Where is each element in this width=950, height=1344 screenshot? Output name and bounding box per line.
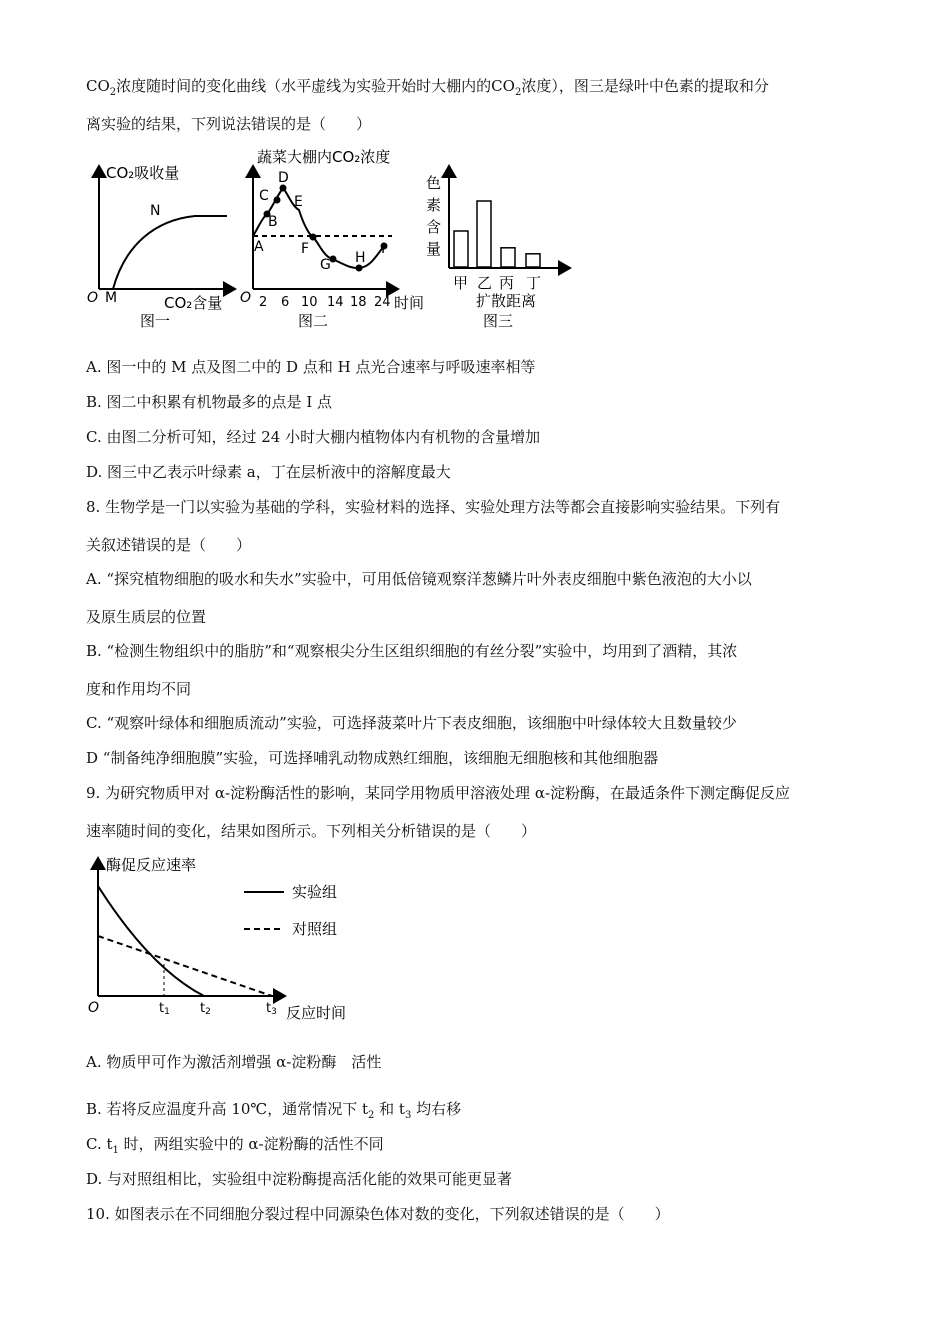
fig2-point-f-dot <box>310 234 317 241</box>
fig2-tick-10: 10 <box>301 295 318 310</box>
t3-label: t3 <box>266 1001 277 1017</box>
q9-b-sub1: 2 <box>368 1110 375 1121</box>
q9-c-sub: 1 <box>112 1145 119 1156</box>
q7-option-c: C. 由图二分析可知，经过 24 小时大棚内植物体内有机物的含量增加 <box>86 428 541 446</box>
fig1-point-n: N <box>150 203 161 219</box>
fig3-xlabel: 扩散距离 <box>476 292 537 310</box>
fig1-point-m: M <box>105 290 118 306</box>
q8-stem-1: 8. 生物学是一门以实验为基础的学科，实验材料的选择、实验处理方法等都会直接影响实验结果。下列有 <box>86 498 781 516</box>
q9-option-c <box>86 1134 384 1161</box>
q9-option-a: A. 物质甲可作为激活剂增强 α-淀粉酶 活性 <box>86 1053 382 1071</box>
fig2-tick-18: 18 <box>350 295 367 310</box>
fig2-point-c-dot <box>274 197 281 204</box>
fig3-bar-0 <box>454 231 468 267</box>
fig1-ylabel: CO₂吸收量 <box>106 164 180 182</box>
intro-post: 浓度），图三是绿叶中色素的提取和分 <box>521 77 769 95</box>
fig1-origin: O <box>87 290 99 306</box>
fig2-point-g: G <box>320 257 331 273</box>
fig3-bar-3 <box>526 254 540 267</box>
fig3-cat-2: 丙 <box>499 274 515 292</box>
fig2-tick-24: 24 <box>374 295 391 310</box>
fig2-point-h: H <box>355 250 366 266</box>
experimental-curve <box>98 886 204 996</box>
q8-option-d: D “制备纯净细胞膜”实验，可选择哺乳动物成熟红细胞，该细胞无细胞核和其他细胞器 <box>86 749 659 767</box>
q7-option-b: B. 图二中积累有机物最多的点是 I 点 <box>86 393 333 411</box>
intro-mid: 浓度随时间的变化曲线（水平虚线为实验开始时大棚内的CO <box>116 77 515 95</box>
figure-3 <box>426 166 570 330</box>
fig2-point-a: A <box>254 239 264 255</box>
q9-b-mid: 和 t <box>374 1100 405 1118</box>
q8-option-c: C. “观察叶绿体和细胞质流动”实验，可选择菠菜叶片下表皮细胞，该细胞中叶绿体较大且数量较少 <box>86 714 737 732</box>
q10-stem: 10. 如图表示在不同细胞分裂过程中同源染色体对数的变化，下列叙述错误的是（ ） <box>86 1205 670 1223</box>
intro-line-1 <box>86 76 769 103</box>
fig2-ylabel: 蔬菜大棚内CO₂浓度 <box>257 148 391 166</box>
fig3-cat-3: 丁 <box>526 274 542 292</box>
q7-option-d: D. 图三中乙表示叶绿素 a，丁在层析液中的溶解度最大 <box>86 463 451 481</box>
fig3-ylabel-1: 素 <box>426 196 442 214</box>
figure-enzyme-rate <box>80 848 370 1028</box>
fig2-point-e: E <box>294 194 303 210</box>
fig3-cat-0: 甲 <box>453 274 469 292</box>
t2-label: t2 <box>200 1001 211 1017</box>
fig2-point-c: C <box>259 188 269 204</box>
fig3-ylabel-3: 量 <box>426 240 442 258</box>
fig3-bar-2 <box>501 248 515 267</box>
fig3-caption: 图三 <box>483 312 514 330</box>
fig3-cat-1: 乙 <box>477 274 493 292</box>
fig2-point-i: I <box>381 241 386 257</box>
q9-ylabel: 酶促反应速率 <box>106 856 197 874</box>
fig2-tick-2: 2 <box>259 295 268 310</box>
intro-line-2: 离实验的结果，下列说法错误的是（ ） <box>86 115 372 133</box>
control-line <box>98 936 272 996</box>
figures-1-3 <box>80 140 600 340</box>
q9-option-b <box>86 1099 461 1126</box>
fig2-tick-6: 6 <box>281 295 290 310</box>
q9-c-post: 时，两组实验中的 α-淀粉酶的活性不同 <box>118 1135 384 1153</box>
legend-exp-label: 实验组 <box>292 883 338 901</box>
q9-c-pre: C. t <box>86 1135 113 1153</box>
figure-1 <box>87 164 235 330</box>
q8-stem-2: 关叙述错误的是（ ） <box>86 536 252 554</box>
intro-sub: 2 <box>109 87 117 98</box>
q7-option-a: A. 图一中的 M 点及图二中的 D 点和 H 点光合速率与呼吸速率相等 <box>86 358 536 376</box>
q9-b-post: 均右移 <box>411 1100 462 1118</box>
fig3-ylabel-2: 含 <box>426 218 442 236</box>
q9-b-pre: B. 若将反应温度升高 10℃，通常情况下 t <box>86 1100 368 1118</box>
fig2-point-b: B <box>268 214 278 230</box>
q9-stem-1: 9. 为研究物质甲对 α-淀粉酶活性的影响，某同学用物质甲溶液处理 α-淀粉酶，在最适条件下测定酶促反应 <box>86 784 791 802</box>
figure-2 <box>240 148 424 330</box>
q8-option-a-2: 及原生质层的位置 <box>86 608 207 626</box>
fig3-ylabel-0: 色 <box>426 174 442 192</box>
fig1-caption: 图一 <box>140 312 171 330</box>
fig1-xlabel: CO₂含量 <box>164 294 223 312</box>
q9-origin: O <box>88 1000 100 1016</box>
q9-stem-2: 速率随时间的变化，结果如图所示。下列相关分析错误的是（ ） <box>86 822 537 840</box>
fig2-origin: O <box>240 290 252 306</box>
fig1-curve <box>113 216 227 289</box>
fig2-xlabel: 时间 <box>394 294 425 312</box>
t1-label: t1 <box>159 1001 170 1017</box>
fig2-point-f: F <box>301 241 310 257</box>
q9-option-d: D. 与对照组相比，实验组中淀粉酶提高活化能的效果可能更显著 <box>86 1170 513 1188</box>
q9-xlabel: 反应时间 <box>286 1004 347 1022</box>
q9-b-sub2: 3 <box>404 1110 412 1121</box>
legend-ctrl-label: 对照组 <box>292 920 338 938</box>
fig2-point-d: D <box>278 170 289 186</box>
intro-sub2: 2 <box>514 87 522 98</box>
q8-option-b-2: 度和作用均不同 <box>86 680 192 698</box>
q8-option-a-1: A. “探究植物细胞的吸水和失水”实验中，可用低倍镜观察洋葱鳞片叶外表皮细胞中紫色液泡的大小以 <box>86 570 752 588</box>
intro-co2: CO <box>86 77 110 95</box>
q8-option-b-1: B. “检测生物组织中的脂肪”和“观察根尖分生区组织细胞的有丝分裂”实验中，均用到了酒精，其浓 <box>86 642 738 660</box>
fig3-bar-1 <box>477 201 491 267</box>
fig2-tick-14: 14 <box>327 295 344 310</box>
fig2-caption: 图二 <box>298 312 329 330</box>
